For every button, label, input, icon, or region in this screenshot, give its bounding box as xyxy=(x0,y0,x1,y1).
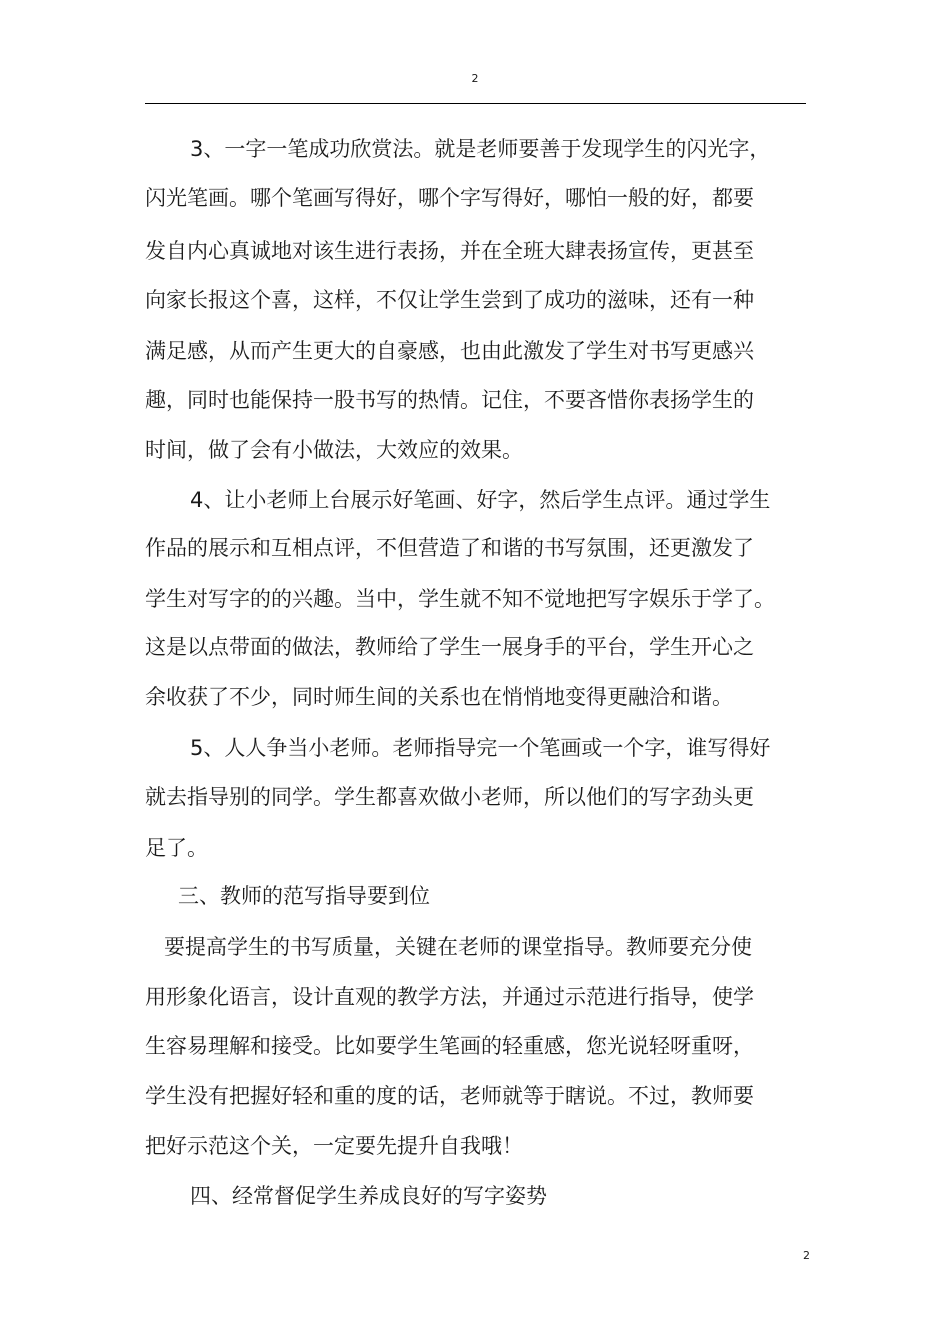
body-line: 余收获了不少，同时师生间的关系也在悄悄地变得更融洽和谐。 xyxy=(145,685,733,709)
footer-page-number: 2 xyxy=(803,1249,810,1262)
body-line: 就去指导别的同学。学生都喜欢做小老师，所以他们的写字劲头更 xyxy=(145,785,754,809)
body-line: 闪光笔画。哪个笔画写得好，哪个字写得好，哪怕一般的好，都要 xyxy=(145,186,754,210)
body-line: 趣，同时也能保持一股书写的热情。记住，不要吝惜你表扬学生的 xyxy=(145,388,754,412)
body-line: 用形象化语言，设计直观的教学方法，并通过示范进行指导，使学 xyxy=(145,985,754,1009)
body-line: 满足感，从而产生更大的自豪感，也由此激发了学生对书写更感兴 xyxy=(145,339,754,363)
body-line: 发自内心真诚地对该生进行表扬，并在全班大肆表扬宣传，更甚至 xyxy=(145,239,754,263)
header-divider xyxy=(145,103,806,104)
section-heading: 四、经常督促学生养成良好的写字姿势 xyxy=(190,1184,547,1208)
section-heading: 三、教师的范写指导要到位 xyxy=(178,884,430,908)
header-page-number: 2 xyxy=(471,72,479,85)
body-line: 时间，做了会有小做法，大效应的效果。 xyxy=(145,438,523,462)
body-line: 足了。 xyxy=(145,836,208,860)
body-line: 把好示范这个关，一定要先提升自我哦！ xyxy=(145,1134,523,1158)
body-line: 4、让小老师上台展示好笔画、好字，然后学生点评。通过学生 xyxy=(190,488,771,512)
body-line: 5、人人争当小老师。老师指导完一个笔画或一个字，谁写得好 xyxy=(190,736,771,760)
body-line: 作品的展示和互相点评，不但营造了和谐的书写氛围，还更激发了 xyxy=(145,536,754,560)
body-line: 这是以点带面的做法，教师给了学生一展身手的平台，学生开心之 xyxy=(145,635,754,659)
body-line: 3、一字一笔成功欣赏法。就是老师要善于发现学生的闪光字， xyxy=(190,137,771,161)
body-line: 学生没有把握好轻和重的度的话，老师就等于瞎说。不过，教师要 xyxy=(145,1084,754,1108)
body-line: 向家长报这个喜，这样，不仅让学生尝到了成功的滋味，还有一种 xyxy=(145,288,754,312)
body-line: 生容易理解和接受。比如要学生笔画的轻重感，您光说轻呀重呀， xyxy=(145,1034,754,1058)
body-line: 要提高学生的书写质量，关键在老师的课堂指导。教师要充分使 xyxy=(164,935,752,959)
body-line: 学生对写字的的兴趣。当中，学生就不知不觉地把写字娱乐于学了。 xyxy=(145,587,775,611)
